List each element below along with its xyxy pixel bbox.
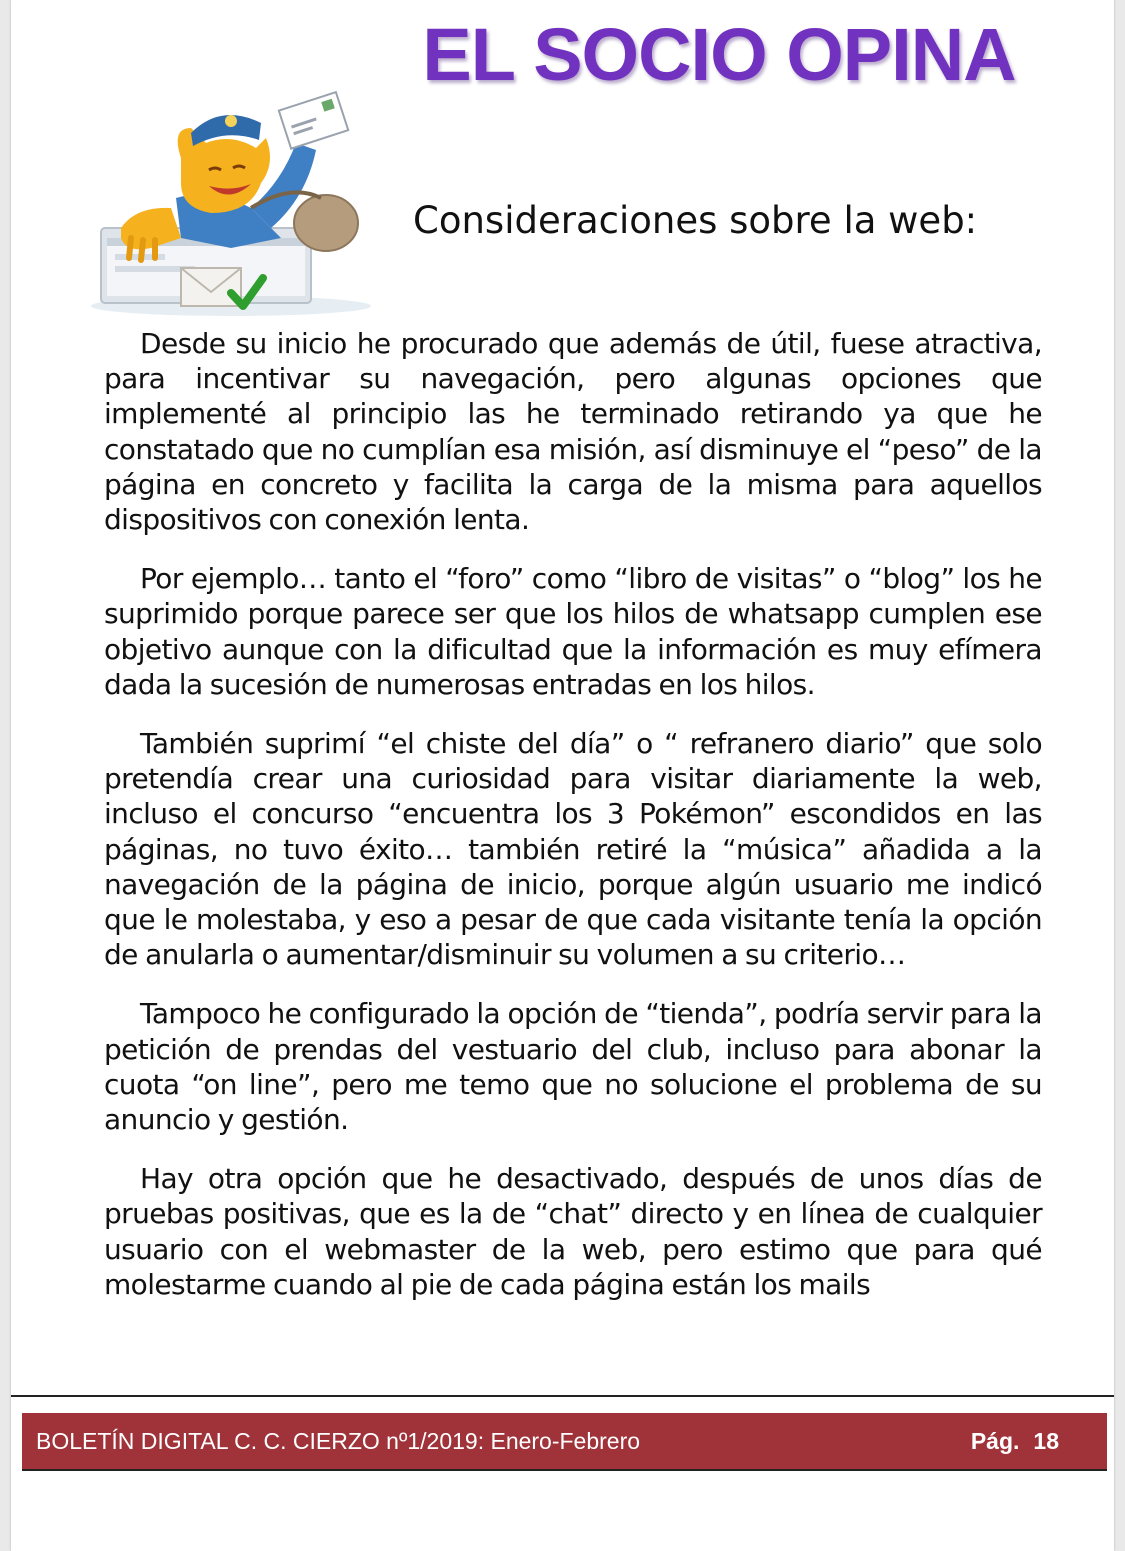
- paragraph: Por ejemplo… tanto el “foro” como “libro de visitas” o “blog” los he suprimido porque parece ser que los hilos de whatsapp cumplen ese objetivo aunque con la dificultad que la información es muy efímera dada la sucesión de numerosas entradas en los hilos.: [104, 562, 1042, 701]
- paragraph: Tampoco he configurado la opción de “tienda”, podría servir para la petición de prendas del vestuario del club, incluso para abonar la cuota “on line”, pero me temo que no solucione el problema de su anuncio y gestión.: [104, 997, 1042, 1137]
- page-indicator: [971, 1413, 1059, 1469]
- footer-bar: [22, 1413, 1107, 1471]
- mail-mascot-icon: [81, 88, 381, 320]
- paragraph: Hay otra opción que he desactivado, después de unos días de pruebas positivas, que es la de “chat” directo y en línea de cualquier usuario con el webmaster de la web, pero estimo que para qué molestarme cuando al pie de cada página están los mails: [104, 1162, 1042, 1301]
- page-label: Pág.: [970, 1428, 1020, 1454]
- page-number: 18: [1033, 1428, 1059, 1454]
- section-title: EL SOCIO OPINA: [422, 13, 1016, 96]
- paragraph: Desde su inicio he procurado que además de útil, fuese atractiva, para incentivar su navegación, pero algunas opciones que implementé al principio las he terminado retirando ya que he constatado que no cumplían esa misión, así disminuye el “peso” de la página en concreto y facilita la carga de la misma para aquellos dispositivos con conexión lenta.: [104, 327, 1042, 537]
- footer-divider: [11, 1395, 1114, 1397]
- article-subtitle: Consideraciones sobre la web:: [413, 199, 978, 242]
- document-page: [11, 0, 1114, 1551]
- publication-label: BOLETÍN DIGITAL C. C. CIERZO nº1/2019: Enero-Febrero: [36, 1428, 641, 1454]
- paragraph: También suprimí “el chiste del día” o “ refranero diario” que solo pretendía crear una curiosidad para visitar diariamente la web, incluso el concurso “encuentra los 3 Pokémon” escondidos en las páginas, no tuvo éxito… también retiré la “música” añadida a la navegación de la página de inicio, porque algún usuario me indicó que le molestaba, y eso a pesar de que cada visitante tenía la opción de anularla o aumentar/disminuir su volumen a su criterio…: [104, 727, 1042, 972]
- article-body: [104, 326, 1042, 1326]
